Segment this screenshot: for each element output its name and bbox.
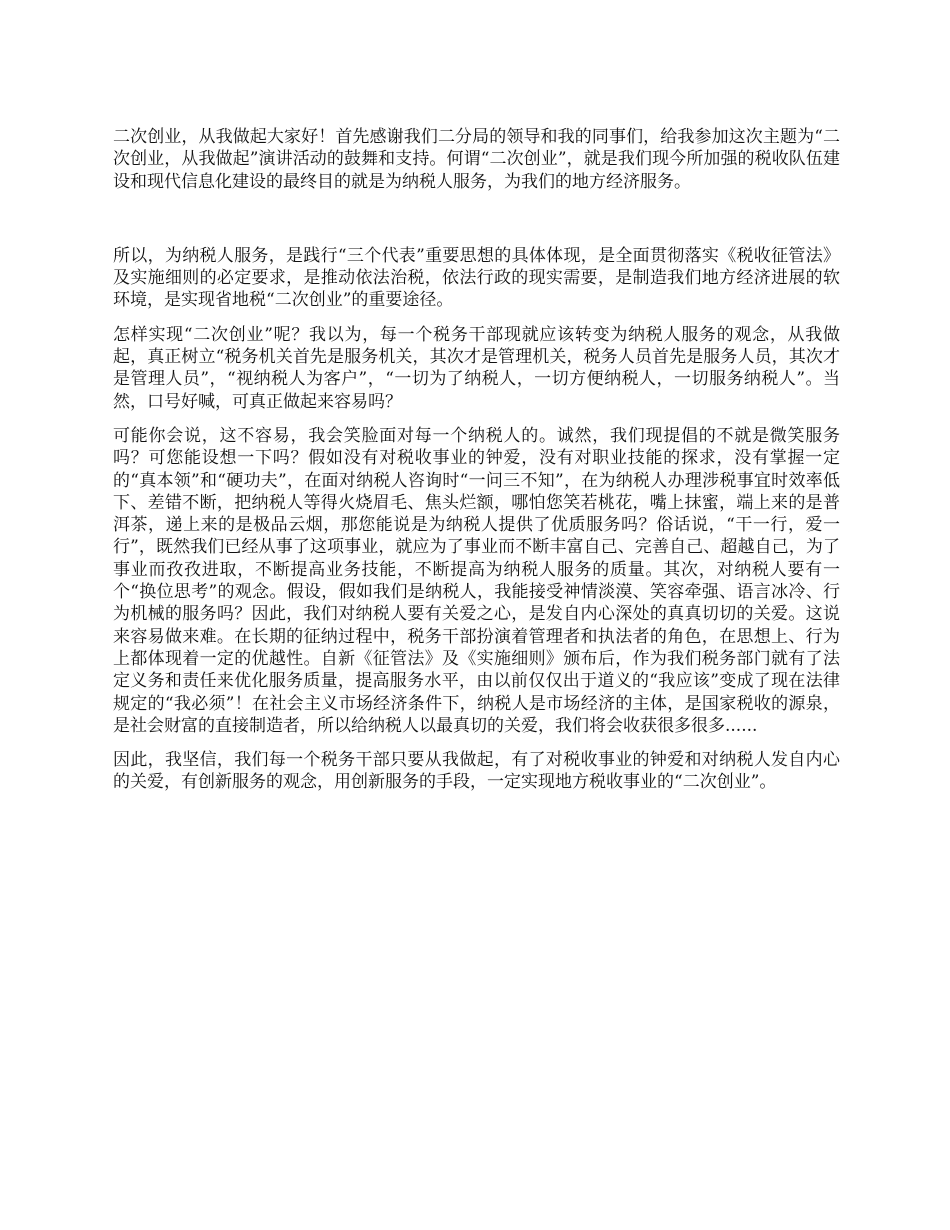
- paragraph-main-argument: 可能你会说，这不容易，我会笑脸面对每一个纳税人的。诚然，我们现提倡的不就是微笑服务吗？可您能设想一下吗？假如没有对税收事业的钟爱，没有对职业技能的探求，没有掌握一定的“真本领”和“硬功夫”，在面对纳税人咨询时“一问三不知”，在为纳税人办理涉税事宜时效率低下、差错不断，把纳税人等得火烧眉毛、焦头烂额，哪怕您笑若桃花，嘴上抹蜜，端上来的是普洱茶，递上来的是极品云烟，那您能说是为纳税人提供了优质服务吗？俗话说，“干一行，爱一行”，既然我们已经从事了这项事业，就应为了事业而不断丰富自己、完善自己、超越自己，为了事业而孜孜进取，不断提高业务技能，不断提高为纳税人服务的质量。其次，对纳税人要有一个“换位思考”的观念。假设，假如我们是纳税人，我能接受神情淡漠、笑容牵强、语言冰冷、行为机械的服务吗？因此，我们对纳税人要有关爱之心，是发自内心深处的真真切切的关爱。这说来容易做来难。在长期的征纳过程中，税务干部扮演着管理者和执法者的角色，在思想上、行为上都体现着一定的优越性。自新《征管法》及《实施细则》颁布后，作为我们税务部门就有了法定义务和责任来优化服务质量，提高服务水平，由以前仅仅出于道义的“我应该”变成了现在法律规定的“我必须”！在社会主义市场经济条件下，纳税人是市场经济的主体，是国家税收的源泉，是社会财富的直接制造者，所以给纳税人以最真切的关爱，我们将会收获很多很多......: [113, 425, 840, 736]
- paragraph-service-significance: 所以，为纳税人服务，是践行“三个代表”重要思想的具体体现，是全面贯彻落实《税收征管法》及实施细则的必定要求，是推动依法治税，依法行政的现实需要，是制造我们地方经济进展的软环境，是实现省地税“二次创业”的重要途径。: [113, 245, 840, 311]
- paragraph-conclusion: 因此，我坚信，我们每一个税务干部只要从我做起，有了对税收事业的钟爱和对纳税人发自内心的关爱，有创新服务的观念，用创新服务的手段，一定实现地方税收事业的“二次创业”。: [113, 750, 840, 793]
- document-body: [113, 126, 840, 806]
- paragraph-intro: 二次创业，从我做起大家好！首先感谢我们二分局的领导和我的同事们，给我参加这次主题为“二次创业，从我做起”演讲活动的鼓舞和支持。何谓“二次创业”，就是我们现今所加强的税收队伍建设和现代信息化建设的最终目的就是为纳税人服务，为我们的地方经济服务。: [113, 127, 840, 192]
- paragraph-how-to-achieve: 怎样实现“二次创业”呢？我以为，每一个税务干部现就应该转变为纳税人服务的观念，从我做起，真正树立“税务机关首先是服务机关，其次才是管理机关，税务人员首先是服务人员，其次才是管理人员”，“视纳税人为客户”，“一切为了纳税人，一切方便纳税人，一切服务纳税人”。当然，口号好喊，可真正做起来容易吗？: [113, 324, 840, 412]
